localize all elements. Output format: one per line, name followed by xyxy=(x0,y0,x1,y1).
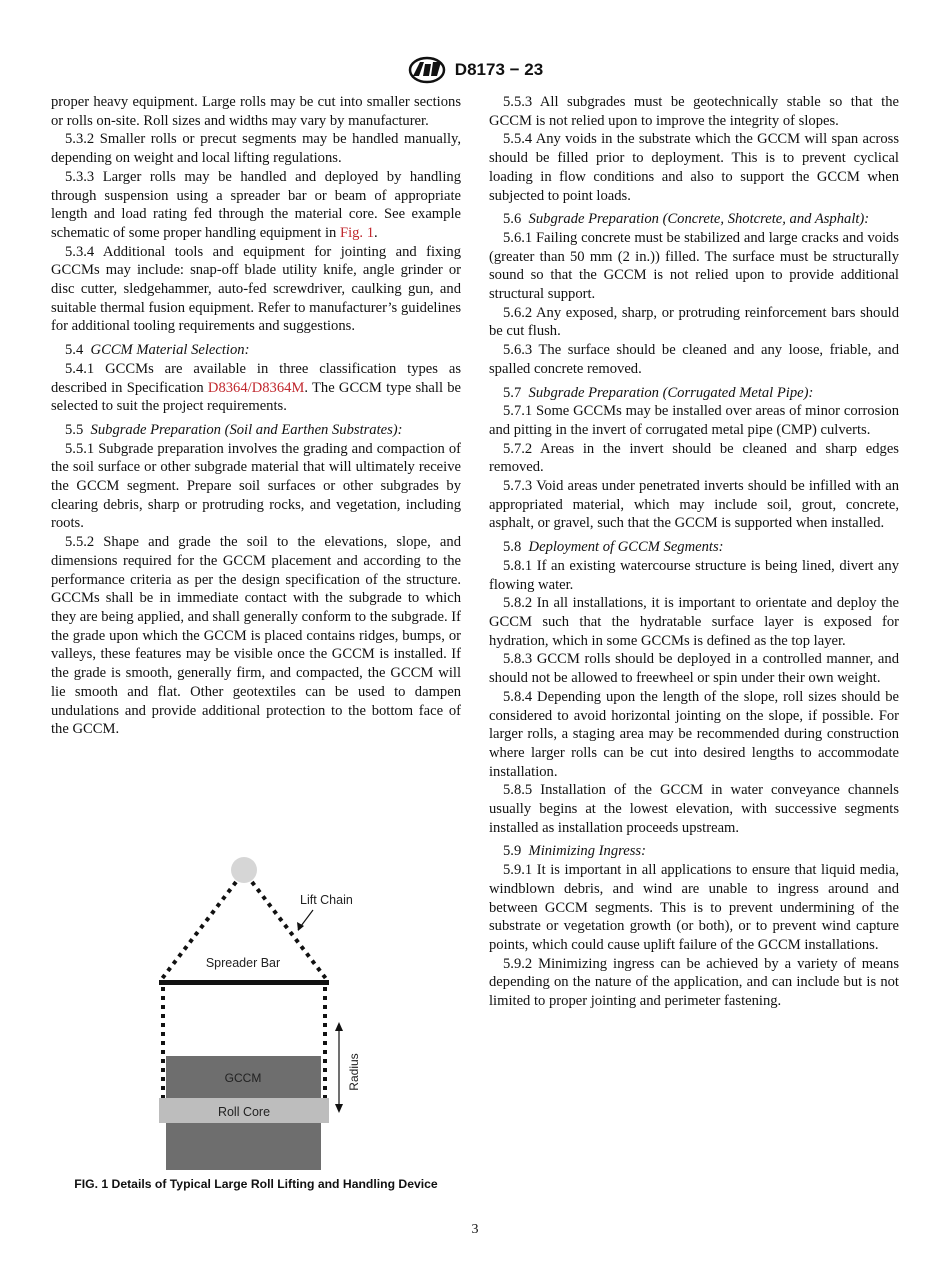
section-heading-5-9 xyxy=(489,842,899,861)
figure-1-diagram xyxy=(51,840,461,1180)
paragraph-5-6-3: 5.6.3 The surface should be cleaned and any loose, friable, and spalled concrete removed. xyxy=(489,342,899,377)
paragraph-5-5-1: 5.5.1 Subgrade preparation involves the grading and compaction of the soil surface or other subgrade material that will ultimately receive the GCCM segment. Prepare soil surfaces or other subgrades by clearing debris, sharp or protruding rocks, and vegetation, including roots. xyxy=(51,440,461,532)
section-heading-5-6 xyxy=(489,210,899,229)
gccm-label: GCCM xyxy=(224,1071,262,1085)
section-number: 5.6 xyxy=(503,211,522,228)
paragraph-5-3-3-text: 5.3.3 Larger rolls may be handled and deployed by handling through suspension using a spreader bar or beam of appropriate length and load rating fed through the material core. See example schematic of some proper handling equipment in xyxy=(51,168,461,241)
fig-1-link[interactable]: Fig. 1 xyxy=(339,224,375,241)
section-title: GCCM Material Selection: xyxy=(90,342,250,359)
section-title: Subgrade Preparation (Soil and Earthen Substrates): xyxy=(90,421,403,438)
paragraph-5-5-2: 5.5.2 Shape and grade the soil to the elevations, slope, and dimensions required for the GCCM placement and according to the performance criteria as per the design specification of the structure. GCCMs shall be in immediate contact with the subgrade to which they are being applied, and shall generally conform to the subgrade. If the grade upon which the GCCM is placed contains ridges, bumps, or valleys, these features may be visible once the GCCM is installed. If the grade is smooth, generally firm, and compacted, the GCCM will lie smooth and flat. Other geotextiles can be used to dampen undulations and provide additional protection to the bottom face of the GCCM. xyxy=(51,534,461,738)
spreader-bar xyxy=(159,980,329,985)
section-title: Subgrade Preparation (Corrugated Metal Pipe): xyxy=(528,384,814,401)
paragraph-5-9-2: 5.9.2 Minimizing ingress can be achieved by a variety of means depending on the nature of the application, and can include but is not limited to proper jointing and perimeter fastening. xyxy=(489,955,899,1010)
figure-caption: FIG. 1 Details of Typical Large Roll Lifting and Handling Device xyxy=(74,1177,438,1191)
section-number: 5.7 xyxy=(503,384,522,401)
radius-label: Radius xyxy=(347,1053,361,1091)
paragraph-5-4-1 xyxy=(51,360,461,416)
standard-designation: D8173 − 23 xyxy=(454,60,544,79)
paragraph-5-7-2: 5.7.2 Areas in the invert should be cleaned and sharp edges removed. xyxy=(489,440,899,476)
paragraph-5-9-1: 5.9.1 It is important in all applications to ensure that liquid media, windblown debris, and wind are unable to ingress around and between GCCM segments. This is to prevent undermining of the substrate or vegetation growth (or both), or to prevent wind capture points, which could cause uplift failure of the GCCM installations. xyxy=(489,862,899,953)
arrow-up-icon xyxy=(335,1022,343,1031)
section-title: Subgrade Preparation (Concrete, Shotcrete, and Asphalt): xyxy=(528,211,870,228)
paragraph-5-8-3: 5.8.3 GCCM rolls should be deployed in a controlled manner, and should not be allowed to freewheel or spin under their own weight. xyxy=(489,651,899,687)
right-column xyxy=(489,93,899,1011)
paragraph-5-3-2: 5.3.2 Smaller rolls or precut segments may be handled manually, depending on weight and local lifting regulations. xyxy=(51,131,461,167)
paragraph-5-8-5: 5.8.5 Installation of the GCCM in water conveyance channels usually begins at the lowest elevation, with successive segments installed as installation proceeds upstream. xyxy=(489,782,899,836)
roll-core-label: Roll Core xyxy=(217,1105,271,1119)
page-number: 3 xyxy=(471,1222,479,1237)
d8364-link[interactable]: D8364/D8364M xyxy=(207,379,305,396)
section-heading-5-8 xyxy=(489,538,899,557)
paragraph-5-7-3: 5.7.3 Void areas under penetrated inverts should be infilled with an appropriated material, which may include soil, grout, concrete, asphalt, or gravel, such that the GCCM is supported when installed. xyxy=(489,478,899,532)
paragraph-5-5-4: 5.5.4 Any voids in the substrate which the GCCM will span across should be filled prior to deployment. This is to prevent cyclical loading in flow conditions and also to support the GCCM when subjected to point loads. xyxy=(489,131,899,204)
paragraph-5-4-1-text: 5.4.1 GCCMs are available in three classification types as described in Specification xyxy=(51,360,461,396)
section-heading-5-7 xyxy=(489,384,899,403)
astm-logo-icon xyxy=(407,56,447,84)
arrow-down-icon xyxy=(335,1104,343,1113)
section-number: 5.5 xyxy=(65,421,84,438)
paragraph-5-7-1: 5.7.1 Some GCCMs may be installed over areas of minor corrosion and pitting in the invert of corrugated metal pipe (CMP) culverts. xyxy=(489,403,899,438)
section-heading-5-5 xyxy=(51,421,461,440)
section-number: 5.8 xyxy=(503,539,522,556)
lift-hook-ball xyxy=(231,857,257,883)
paragraph-5-6-1: 5.6.1 Failing concrete must be stabilized and large cracks and voids (greater than 50 mm (2 in.)) filled. The surface must be structurally sound so that the GCCM is not relied upon to provide additional structural support. xyxy=(489,229,899,303)
paragraph-5-3-3: 5.3.3 Larger rolls may be handled and deployed by handling through suspension using a spreader bar or beam of appropriate length and load rating fed through the material core. See example schematic of some proper handling equipment in Fig. 1. xyxy=(51,168,461,241)
section-number: 5.9 xyxy=(503,843,522,860)
section-heading-5-4 xyxy=(51,341,461,360)
paragraph-5-3-4: 5.3.4 Additional tools and equipment for jointing and fixing GCCMs may include: snap-off blade utility knife, angle grinder or disc cutter, sledgehammer, auto-fed screwdriver, caulking gun, and suitable thermal fusion equipment. Refer to manufacturer’s guidelines for additional tooling requirements and suggestions. xyxy=(51,243,461,335)
spreader-bar-label: Spreader Bar xyxy=(205,956,281,970)
paragraph-5-6-2: 5.6.2 Any exposed, sharp, or protruding reinforcement bars should be cut flush. xyxy=(489,304,899,340)
paragraph-5-5-3: 5.5.3 All subgrades must be geotechnically stable so that the GCCM is not relied upon to improve the integrity of slopes. xyxy=(489,94,899,129)
paragraph-5-8-2: 5.8.2 In all installations, it is important to orientate and deploy the GCCM such that the hydratable surface layer is exposed for hydration, which in some GCCMs is defined as the top layer. xyxy=(489,595,899,649)
section-number: 5.4 xyxy=(65,342,84,359)
paragraph-continued: proper heavy equipment. Large rolls may be cut into smaller sections or rolls on-site. Roll sizes and widths may vary by manufacturer. xyxy=(51,94,461,129)
page-header xyxy=(0,56,950,84)
paragraph-5-8-1: 5.8.1 If an existing watercourse structure is being lined, divert any flowing water. xyxy=(489,557,899,593)
section-title: Minimizing Ingress: xyxy=(528,843,646,860)
section-title: Deployment of GCCM Segments: xyxy=(528,539,724,556)
left-column xyxy=(51,93,461,739)
paragraph-5-4-1-tail: . The GCCM type shall be selected to suit the project requirements. xyxy=(51,379,461,415)
paragraph-5-8-4: 5.8.4 Depending upon the length of the slope, roll sizes should be considered to avoid horizontal jointing on the slope, if possible. For larger rolls, a staging area may be recommended during construction where larger rolls can be cut into desired lengths to accommodate installation. xyxy=(489,688,899,780)
lift-chain-label: Lift Chain xyxy=(300,893,353,907)
